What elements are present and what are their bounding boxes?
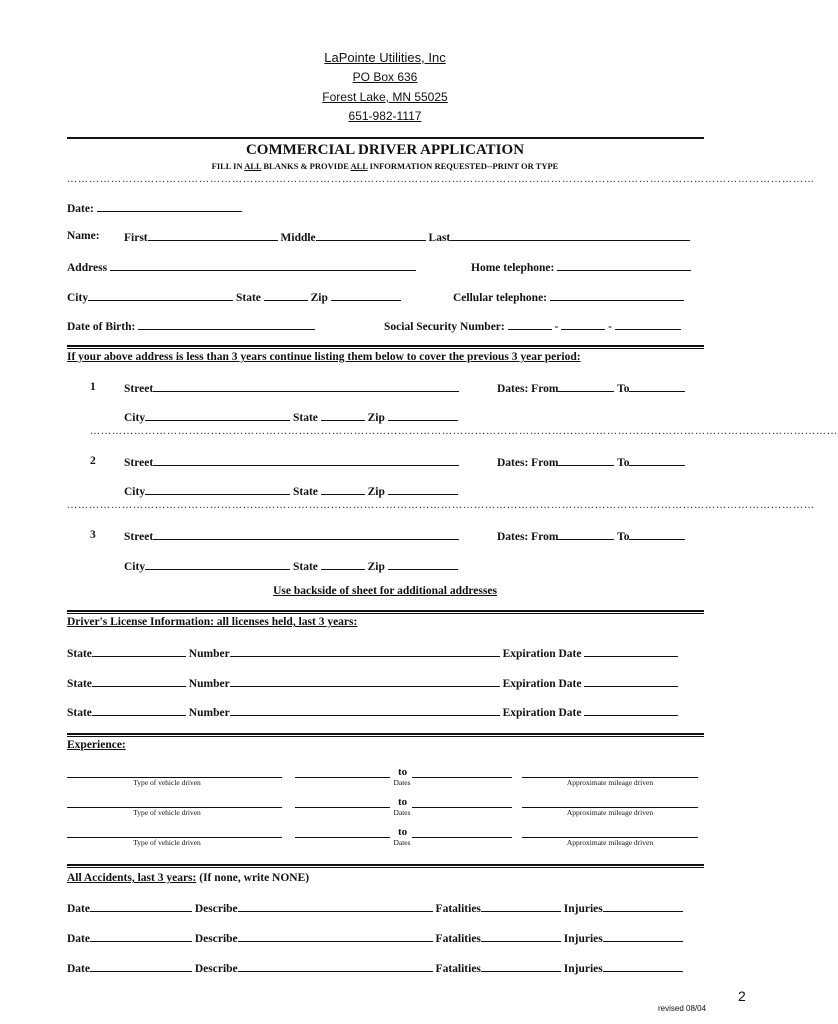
- license-row-3: State Number Expiration Date: [67, 705, 678, 719]
- ssn-part2-input[interactable]: [561, 319, 605, 330]
- vehicle-caption: Type of vehicle driven: [133, 838, 201, 847]
- experience-row-2: [67, 796, 704, 820]
- mileage-caption: Approximate mileage driven: [566, 808, 654, 817]
- accident-date-input-2[interactable]: [90, 931, 192, 942]
- prev-from-input-1[interactable]: [558, 381, 614, 392]
- section-rule: [67, 733, 704, 737]
- license-expiration-input-1[interactable]: [584, 646, 678, 657]
- dotted-separator: ……………………………………………………………………………………………………………………………………………………………………………………: [67, 174, 815, 185]
- vehicle-caption: Type of vehicle driven: [133, 808, 201, 817]
- backside-note: Use backside of sheet for additional addresses: [273, 585, 497, 597]
- prev-state-input-2[interactable]: [321, 484, 365, 495]
- title-rule: [67, 137, 704, 139]
- experience-heading: Experience:: [67, 739, 126, 751]
- prev-street-field-2: Street: [124, 455, 459, 469]
- company-name: LaPointe Utilities, Inc: [324, 50, 446, 65]
- po-box: PO Box 636: [352, 70, 418, 84]
- prev-state-input-1[interactable]: [321, 410, 365, 421]
- license-row-1: State Number Expiration Date: [67, 646, 678, 660]
- first-name-input[interactable]: [148, 230, 278, 241]
- prev-street-field-1: Street: [124, 381, 459, 395]
- prev-zip-input-2[interactable]: [388, 484, 458, 495]
- middle-name-input[interactable]: [316, 230, 426, 241]
- prev-zip-input-1[interactable]: [388, 410, 458, 421]
- prev-state-input-3[interactable]: [321, 559, 365, 570]
- license-expiration-input-3[interactable]: [584, 705, 678, 716]
- prev-dates-field-3: Dates: From To: [497, 529, 685, 543]
- prev-street-input-3[interactable]: [153, 529, 459, 540]
- accident-row-2: Date Describe Fatalities Injuries: [67, 931, 683, 945]
- city-state-zip-row: City State Zip: [67, 290, 401, 304]
- dotted-separator: ……………………………………………………………………………………………………………………………………………………………………………………: [90, 426, 838, 437]
- license-state-input-2[interactable]: [92, 676, 186, 687]
- experience-row-1: [67, 766, 704, 790]
- accident-injuries-input-1[interactable]: [603, 901, 683, 912]
- section-rule: [67, 864, 704, 868]
- prev-from-input-3[interactable]: [558, 529, 614, 540]
- dates-caption: Dates: [393, 838, 411, 847]
- to-label: to: [398, 766, 408, 778]
- license-state-input-3[interactable]: [92, 705, 186, 716]
- dob-input[interactable]: [138, 319, 315, 330]
- prev-address-number-3: 3: [90, 529, 96, 541]
- prev-city-input-2[interactable]: [145, 484, 290, 495]
- accident-describe-input-3[interactable]: [238, 961, 433, 972]
- prev-city-input-1[interactable]: [145, 410, 290, 421]
- license-expiration-input-2[interactable]: [584, 676, 678, 687]
- accident-fatalities-input-2[interactable]: [481, 931, 561, 942]
- dates-caption: Dates: [393, 808, 411, 817]
- form-title: COMMERCIAL DRIVER APPLICATION: [245, 142, 525, 158]
- license-state-input-1[interactable]: [92, 646, 186, 657]
- license-heading: Driver's License Information: all licenses held, last 3 years:: [67, 616, 358, 628]
- city-input[interactable]: [88, 290, 233, 301]
- prev-dates-field-2: Dates: From To: [497, 455, 685, 469]
- accident-fatalities-input-3[interactable]: [481, 961, 561, 972]
- prev-street-input-2[interactable]: [153, 455, 459, 466]
- state-input[interactable]: [264, 290, 308, 301]
- ssn-part1-input[interactable]: [508, 319, 552, 330]
- prev-address-number-2: 2: [90, 455, 96, 467]
- prev-city-row-1: City State Zip: [124, 410, 458, 424]
- prev-street-field-3: Street: [124, 529, 459, 543]
- accident-date-input-1[interactable]: [90, 901, 192, 912]
- name-row: Name: First Middle Last: [67, 230, 701, 242]
- section-rule: [67, 345, 704, 349]
- section-rule: [67, 610, 704, 614]
- accidents-heading: All Accidents, last 3 years: (If none, write NONE): [67, 872, 310, 884]
- prev-dates-field-1: Dates: From To: [497, 381, 685, 395]
- to-label: to: [398, 796, 408, 808]
- prev-to-input-3[interactable]: [629, 529, 685, 540]
- accident-row-3: Date Describe Fatalities Injuries: [67, 961, 683, 975]
- license-number-input-3[interactable]: [230, 705, 500, 716]
- revised-date: revised 08/04: [658, 1004, 707, 1013]
- prev-zip-input-3[interactable]: [388, 559, 458, 570]
- mileage-caption: Approximate mileage driven: [566, 778, 654, 787]
- prev-city-row-3: City State Zip: [124, 559, 458, 573]
- phone-number: 651-982-1117: [348, 109, 422, 123]
- accident-row-1: Date Describe Fatalities Injuries: [67, 901, 683, 915]
- date-field: Date:: [67, 201, 242, 215]
- accident-injuries-input-3[interactable]: [603, 961, 683, 972]
- license-number-input-2[interactable]: [230, 676, 500, 687]
- prev-to-input-1[interactable]: [629, 381, 685, 392]
- form-instructions: FILL IN ALL BLANKS & PROVIDE ALL INFORMATION REQUESTED--PRINT OR TYPE: [211, 161, 559, 171]
- dates-caption: Dates: [393, 778, 411, 787]
- license-number-input-1[interactable]: [230, 646, 500, 657]
- experience-row-3: [67, 826, 704, 850]
- vehicle-caption: Type of vehicle driven: [133, 778, 201, 787]
- accident-date-input-3[interactable]: [90, 961, 192, 972]
- license-row-2: State Number Expiration Date: [67, 676, 678, 690]
- accident-fatalities-input-1[interactable]: [481, 901, 561, 912]
- city-state-zip: Forest Lake, MN 55025: [322, 90, 448, 104]
- mileage-caption: Approximate mileage driven: [566, 838, 654, 847]
- dotted-separator: ……………………………………………………………………………………………………………………………………………………………………………………: [67, 500, 815, 511]
- prev-to-input-2[interactable]: [629, 455, 685, 466]
- to-label: to: [398, 826, 408, 838]
- zip-input[interactable]: [331, 290, 401, 301]
- ssn-part3-input[interactable]: [615, 319, 681, 330]
- last-name-input[interactable]: [450, 230, 690, 241]
- prev-city-row-2: City State Zip: [124, 484, 458, 498]
- page-number: 2: [738, 988, 746, 1004]
- accident-describe-input-1[interactable]: [238, 901, 433, 912]
- cellular-telephone-field: Cellular telephone:: [453, 290, 684, 304]
- dob-field: Date of Birth:: [67, 319, 315, 333]
- accident-describe-input-2[interactable]: [238, 931, 433, 942]
- accident-injuries-input-2[interactable]: [603, 931, 683, 942]
- address-input[interactable]: [110, 260, 416, 271]
- date-input[interactable]: [97, 201, 242, 212]
- home-telephone-field: Home telephone:: [471, 260, 691, 274]
- prev-city-input-3[interactable]: [145, 559, 290, 570]
- cellular-telephone-input[interactable]: [550, 290, 684, 301]
- home-telephone-input[interactable]: [557, 260, 691, 271]
- address-row: Address: [67, 260, 416, 274]
- prev-address-number-1: 1: [90, 381, 96, 393]
- prev-street-input-1[interactable]: [153, 381, 459, 392]
- prev-from-input-2[interactable]: [558, 455, 614, 466]
- ssn-field: Social Security Number: - -: [384, 319, 681, 333]
- prev-address-heading: If your above address is less than 3 years continue listing them below to cover the previous 3 year period:: [67, 351, 581, 363]
